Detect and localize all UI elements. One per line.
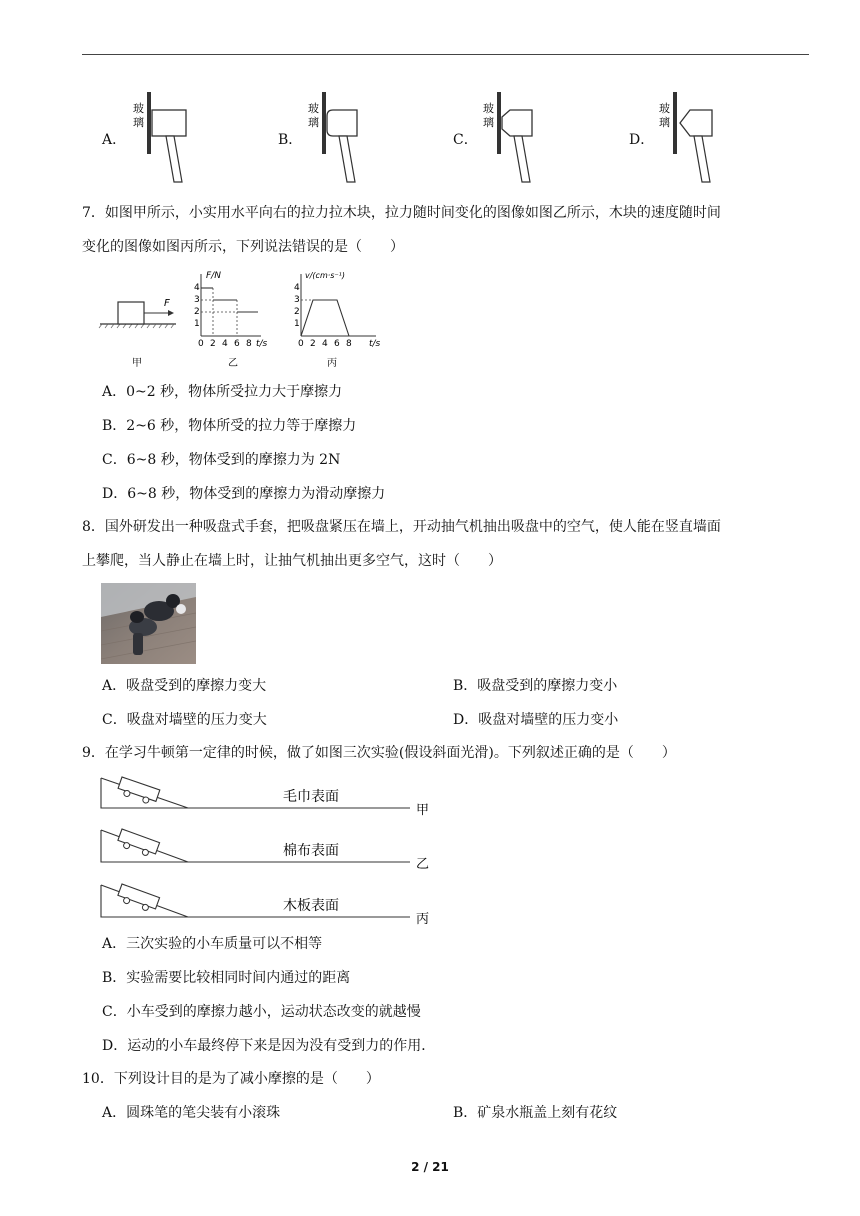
q9-ramp-bing bbox=[101, 884, 429, 927]
wood-block bbox=[118, 302, 144, 324]
glass-pane bbox=[147, 92, 151, 154]
x-tick: 8 bbox=[246, 339, 252, 349]
force-label: F bbox=[164, 298, 170, 309]
x-tick: 0 bbox=[198, 339, 204, 349]
q8-climbing-photo bbox=[101, 583, 196, 664]
q10-stem-line1: 10．下列设计目的是为了减小摩擦的是（ ） bbox=[82, 1071, 380, 1087]
glass-pane bbox=[673, 92, 677, 154]
q9-stem-line1: 9．在学习牛顿第一定律的时候，做了如图三次实验(假设斜面光滑)。下列叙述正确的是（ ） bbox=[82, 745, 676, 761]
glass-label: 玻 bbox=[483, 102, 494, 115]
glass-label: 璃 bbox=[133, 116, 144, 129]
velocity-line bbox=[301, 300, 349, 336]
hammer-handle bbox=[514, 136, 530, 182]
q8-option-c[interactable]: C．吸盘对墙壁的压力变大 bbox=[102, 712, 267, 728]
y-tick: 3 bbox=[194, 295, 200, 305]
q7-stem-line2: 变化的图像如图丙所示，下列说法错误的是（ ） bbox=[82, 239, 404, 255]
ground-hatching bbox=[99, 324, 174, 328]
x-tick: 8 bbox=[346, 339, 352, 349]
x-tick: 4 bbox=[322, 339, 328, 349]
x-tick: 2 bbox=[210, 339, 216, 349]
y-tick: 1 bbox=[194, 319, 200, 329]
q7-graph-yi bbox=[194, 271, 268, 369]
page-number: 2 / 21 bbox=[411, 1160, 449, 1174]
q6-figure-a bbox=[130, 90, 200, 185]
glass-label: 璃 bbox=[308, 116, 319, 129]
q7-option-a[interactable]: A．0~2 秒，物体所受拉力大于摩擦力 bbox=[102, 384, 343, 400]
glass-pane bbox=[322, 92, 326, 154]
header-rule bbox=[82, 54, 809, 55]
y-tick: 2 bbox=[194, 307, 200, 317]
hammer-handle bbox=[339, 136, 355, 182]
q8-option-d[interactable]: D．吸盘对墙壁的压力变小 bbox=[453, 712, 619, 728]
glass-label: 玻 bbox=[133, 102, 144, 115]
y-tick: 2 bbox=[294, 307, 300, 317]
glass-label: 璃 bbox=[483, 116, 494, 129]
surface-label: 棉布表面 bbox=[283, 843, 339, 859]
x-tick: 4 bbox=[222, 339, 228, 349]
glass-label: 玻 bbox=[308, 102, 319, 115]
glass-pane bbox=[497, 92, 501, 154]
q6-figure-c bbox=[480, 90, 550, 185]
q6-figure-d bbox=[656, 90, 726, 185]
q6-option-d-letter[interactable]: D． bbox=[629, 132, 655, 148]
glass-label: 玻 bbox=[659, 102, 670, 115]
fig-bing-label: 丙 bbox=[327, 358, 337, 369]
q9-ramp-yi bbox=[101, 829, 429, 872]
y-axis-label: F/N bbox=[206, 271, 221, 281]
x-tick: 6 bbox=[234, 339, 240, 349]
q8-stem-line1: 8．国外研发出一种吸盘式手套，把吸盘紧压在墙上，开动抽气机抽出吸盘中的空气，使人能在竖直墙面 bbox=[82, 519, 721, 535]
hammer-head bbox=[152, 110, 186, 136]
hammer-head bbox=[502, 110, 532, 136]
q8-option-a[interactable]: A．吸盘受到的摩擦力变大 bbox=[102, 678, 267, 694]
q7-figure bbox=[98, 266, 388, 370]
q9-option-c[interactable]: C．小车受到的摩擦力越小，运动状态改变的就越慢 bbox=[102, 1004, 421, 1020]
y-tick: 4 bbox=[294, 283, 300, 293]
q7-option-d[interactable]: D．6~8 秒，物体受到的摩擦力为滑动摩擦力 bbox=[102, 486, 386, 502]
hammer-head bbox=[680, 110, 712, 136]
q9-ramp-jia bbox=[101, 777, 429, 818]
q7-stem-line1: 7．如图甲所示，小实用水平向右的拉力拉木块，拉力随时间变化的图像如图乙所示，木块的速度随时间 bbox=[82, 205, 721, 221]
x-axis-label: t/s bbox=[369, 339, 381, 349]
y-tick: 1 bbox=[294, 319, 300, 329]
q9-figure bbox=[98, 768, 443, 930]
y-axis-label: v/(cm·s⁻¹) bbox=[305, 271, 346, 280]
surface-label: 木板表面 bbox=[283, 898, 339, 914]
surface-tag: 甲 bbox=[416, 803, 430, 818]
fig-yi-label: 乙 bbox=[228, 358, 238, 369]
surface-label: 毛巾表面 bbox=[283, 789, 339, 805]
q9-option-b[interactable]: B．实验需要比较相同时间内通过的距离 bbox=[102, 970, 351, 986]
q7-graph-bing bbox=[294, 271, 381, 369]
q8-stem-line2: 上攀爬，当人静止在墙上时，让抽气机抽出更多空气，这时（ ） bbox=[82, 553, 502, 569]
surface-tag: 乙 bbox=[416, 857, 430, 872]
x-tick: 6 bbox=[334, 339, 340, 349]
hammer-handle bbox=[166, 136, 182, 182]
q6-option-b-letter[interactable]: B． bbox=[278, 132, 303, 148]
q7-option-b[interactable]: B．2~6 秒，物体所受的拉力等于摩擦力 bbox=[102, 418, 357, 434]
fig-jia-label: 甲 bbox=[132, 358, 142, 369]
glass-label: 璃 bbox=[659, 116, 670, 129]
x-tick: 0 bbox=[298, 339, 304, 349]
hammer-handle bbox=[694, 136, 710, 182]
q6-option-c-letter[interactable]: C． bbox=[453, 132, 478, 148]
x-tick: 2 bbox=[310, 339, 316, 349]
q10-option-b[interactable]: B．矿泉水瓶盖上刻有花纹 bbox=[453, 1105, 618, 1121]
y-tick: 4 bbox=[194, 283, 200, 293]
q9-option-a[interactable]: A．三次实验的小车质量可以不相等 bbox=[102, 936, 323, 952]
q6-option-a-letter[interactable]: A． bbox=[102, 132, 127, 148]
force-arrowhead bbox=[168, 310, 174, 316]
surface-tag: 丙 bbox=[416, 912, 430, 927]
hammer-head bbox=[327, 110, 357, 136]
x-axis-label: t/s bbox=[256, 339, 268, 349]
y-tick: 3 bbox=[294, 295, 300, 305]
q6-figure-b bbox=[305, 90, 375, 185]
q7-option-c[interactable]: C．6~8 秒，物体受到的摩擦力为 2N bbox=[102, 452, 341, 468]
q10-option-a[interactable]: A．圆珠笔的笔尖装有小滚珠 bbox=[102, 1105, 281, 1121]
q9-option-d[interactable]: D．运动的小车最终停下来是因为没有受到力的作用． bbox=[102, 1038, 436, 1054]
q8-option-b[interactable]: B．吸盘受到的摩擦力变小 bbox=[453, 678, 618, 694]
